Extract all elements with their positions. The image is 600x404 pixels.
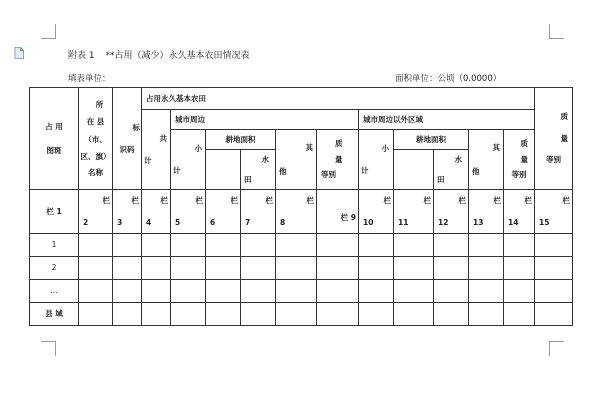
table-cell[interactable]	[394, 234, 434, 257]
table-cell[interactable]	[241, 303, 276, 326]
header-text: 计	[144, 155, 152, 165]
header-text: 栏	[383, 196, 391, 206]
header-text: 名称	[88, 167, 103, 177]
header-occupy-group: 占用永久基本农田	[142, 88, 535, 110]
header-text: 水	[454, 155, 462, 165]
header-text: 2	[83, 217, 89, 227]
header-occupy-patch	[30, 88, 79, 190]
table-cell[interactable]	[434, 303, 469, 326]
header-text: 栏	[493, 196, 501, 206]
header-other	[276, 130, 317, 190]
header-arable-blank	[206, 150, 241, 190]
table-cell[interactable]	[113, 234, 142, 257]
header-text: 区、旗）	[80, 152, 111, 162]
header-other-2	[469, 130, 504, 190]
table-cell[interactable]	[276, 280, 317, 303]
table-cell[interactable]	[469, 303, 504, 326]
header-text: 等别	[511, 170, 527, 180]
document-icon	[14, 47, 24, 59]
table-cell[interactable]	[79, 234, 113, 257]
header-text: 标	[132, 123, 140, 133]
header-county-name	[79, 88, 113, 190]
header-text: 5	[175, 217, 181, 227]
table-cell[interactable]	[206, 303, 241, 326]
header-text: 栏	[524, 196, 533, 206]
table-cell[interactable]	[394, 303, 434, 326]
col-number-3	[113, 190, 142, 234]
table-cell[interactable]	[142, 257, 171, 280]
document-title	[68, 48, 257, 61]
header-arable-area: 耕地面积	[206, 130, 276, 150]
col-number-12	[434, 190, 469, 234]
col-number-14	[504, 190, 535, 234]
table-cell[interactable]	[317, 303, 359, 326]
table-cell[interactable]	[504, 280, 535, 303]
header-quality-2	[504, 130, 535, 190]
header-text: 6	[210, 217, 216, 227]
header-text: 栏	[195, 196, 203, 206]
col-number-7	[241, 190, 276, 234]
col-number-2	[79, 190, 113, 234]
header-text: 质	[520, 139, 529, 149]
page-corner-mark	[549, 24, 564, 39]
table-cell[interactable]	[504, 303, 535, 326]
table-cell[interactable]	[241, 280, 276, 303]
row-label: …	[30, 280, 79, 303]
header-text: 11	[398, 217, 409, 227]
table-cell[interactable]	[394, 257, 434, 280]
table-cell[interactable]	[171, 280, 206, 303]
header-text: 识码	[119, 144, 135, 154]
header-text: 共	[159, 134, 167, 144]
table-cell[interactable]	[171, 234, 206, 257]
col-number-8	[276, 190, 317, 234]
header-text: 图斑	[46, 145, 62, 155]
header-text: 栏	[562, 196, 571, 206]
table-cell[interactable]	[359, 280, 394, 303]
table-cell[interactable]	[317, 280, 359, 303]
header-arable-area-2: 耕地面积	[394, 130, 469, 150]
col-number-11	[394, 190, 434, 234]
header-text: 质	[560, 112, 569, 122]
header-text: 13	[473, 217, 484, 227]
col-number-10	[359, 190, 394, 234]
header-text: 栏	[458, 196, 466, 206]
header-text: 所	[95, 100, 104, 110]
table-cell[interactable]	[206, 280, 241, 303]
page-corner-mark	[41, 341, 56, 356]
fill-unit-label: 填表单位：	[68, 74, 111, 84]
header-text: 水	[261, 155, 269, 165]
header-text: 栏	[423, 196, 431, 206]
header-text: 计	[361, 165, 369, 175]
header-text: 栏	[306, 196, 314, 206]
col-number-13	[469, 190, 504, 234]
table-cell[interactable]	[276, 234, 317, 257]
table-cell[interactable]	[535, 280, 573, 303]
page-corner-mark	[549, 341, 564, 356]
header-text: 栏	[230, 196, 238, 206]
table-cell[interactable]	[79, 303, 113, 326]
table-cell[interactable]	[535, 303, 573, 326]
header-text: 计	[173, 165, 181, 175]
header-text: （市、	[84, 134, 107, 144]
header-outside-city: 城市周边以外区域	[359, 110, 535, 130]
header-text: 栏	[265, 196, 273, 206]
header-text: 他	[279, 166, 287, 176]
header-text: 等别	[321, 170, 336, 180]
header-paddy-2	[434, 150, 469, 190]
table-cell[interactable]	[359, 303, 394, 326]
farmland-table	[29, 87, 573, 326]
header-text: 小	[381, 144, 389, 154]
header-text: 4	[146, 217, 152, 227]
header-right-quality	[535, 88, 573, 190]
table-cell[interactable]	[171, 257, 206, 280]
table-cell[interactable]	[535, 257, 573, 280]
table-cell[interactable]	[79, 257, 113, 280]
header-text: 小	[194, 144, 202, 154]
header-text: 田	[244, 174, 252, 184]
header-text: 3	[117, 217, 123, 227]
header-text: 栏	[131, 196, 139, 206]
header-text: 其	[305, 143, 313, 153]
title-text: **占用（减少）永久基本农田情况表	[105, 51, 250, 61]
table-cell[interactable]	[113, 257, 142, 280]
row-label: 县 域	[30, 303, 79, 326]
header-text: 栏	[102, 196, 110, 206]
col-number-1: 栏 1	[30, 190, 79, 234]
header-text: 10	[363, 217, 374, 227]
header-text: 量	[560, 133, 569, 143]
table-row	[30, 257, 573, 280]
row-label: 2	[30, 257, 79, 280]
header-subtotal-2	[359, 130, 394, 190]
table-cell[interactable]	[241, 257, 276, 280]
table-cell[interactable]	[434, 280, 469, 303]
header-text: 质	[335, 139, 343, 149]
header-text: 7	[245, 217, 251, 227]
col-number-15	[535, 190, 573, 234]
table-cell[interactable]	[469, 257, 504, 280]
header-text: 他	[472, 166, 480, 176]
header-text: 占 用	[45, 122, 63, 132]
table-cell[interactable]	[504, 257, 535, 280]
table-cell[interactable]	[469, 234, 504, 257]
header-text: 栏 9	[340, 212, 356, 222]
table-cell[interactable]	[317, 257, 359, 280]
table-cell[interactable]	[142, 280, 171, 303]
table-cell[interactable]	[276, 303, 317, 326]
col-number-4	[142, 190, 171, 234]
table-cell[interactable]	[142, 303, 171, 326]
table-cell[interactable]	[359, 234, 394, 257]
area-unit-label: 面积单位：公顷（0.0000）	[395, 74, 502, 84]
table-row	[30, 303, 573, 326]
table-cell[interactable]	[113, 303, 142, 326]
header-arable-blank-2	[394, 150, 434, 190]
header-city-around: 城市周边	[171, 110, 359, 130]
header-quality	[317, 130, 359, 190]
table-cell[interactable]	[317, 234, 359, 257]
header-text: 栏	[160, 196, 168, 206]
table-cell[interactable]	[241, 234, 276, 257]
header-text: 田	[437, 174, 445, 184]
table-cell[interactable]	[434, 257, 469, 280]
table-cell[interactable]	[206, 257, 241, 280]
table-cell[interactable]	[535, 234, 573, 257]
page-corner-mark	[41, 24, 56, 39]
table-cell[interactable]	[79, 280, 113, 303]
header-text: 在 县	[86, 117, 105, 127]
table-row	[30, 280, 573, 303]
table-cell[interactable]	[276, 257, 317, 280]
header-text: 8	[280, 217, 286, 227]
table-cell[interactable]	[504, 234, 535, 257]
header-text: 其	[492, 143, 500, 153]
col-number-9	[317, 190, 359, 234]
table-row	[30, 234, 573, 257]
header-text: 量	[335, 154, 343, 164]
table-cell[interactable]	[359, 257, 394, 280]
table-cell[interactable]	[434, 234, 469, 257]
header-text: 14	[508, 217, 519, 227]
header-id-code	[113, 88, 142, 190]
table-cell[interactable]	[206, 234, 241, 257]
table-cell[interactable]	[142, 234, 171, 257]
header-text: 等别	[546, 155, 562, 165]
header-text: 量	[520, 154, 529, 164]
title-prefix: 附表 1	[68, 51, 95, 61]
table-cell[interactable]	[113, 280, 142, 303]
header-subtotal	[171, 130, 206, 190]
header-paddy	[241, 150, 276, 190]
header-total	[142, 110, 171, 190]
col-number-6	[206, 190, 241, 234]
col-number-5	[171, 190, 206, 234]
header-text: 12	[438, 217, 449, 227]
table-cell[interactable]	[394, 280, 434, 303]
row-label: 1	[30, 234, 79, 257]
table-cell[interactable]	[171, 303, 206, 326]
header-text: 15	[539, 217, 550, 227]
table-cell[interactable]	[469, 280, 504, 303]
